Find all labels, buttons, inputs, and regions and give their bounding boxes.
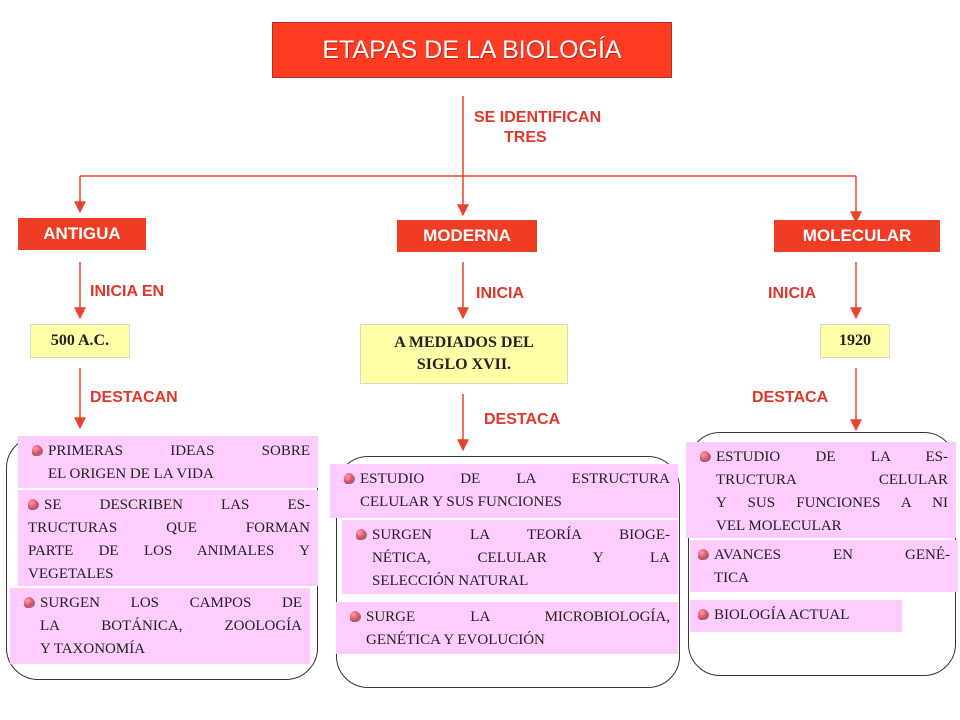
antigua-item-1-line-1: PRIMERAS IDEAS SOBRE	[32, 440, 310, 463]
moderna-item-1-line-1: ESTUDIO DE LA ESTRUCTURA	[344, 468, 670, 491]
antigua-item-1-line-2: EL ORIGEN DE LA VIDA	[48, 466, 214, 482]
molecular-item-2-line-1: AVANCES EN GENÉ-	[698, 544, 950, 567]
antigua-item-2-line-1: SE DESCRIBEN LAS ES-	[28, 494, 310, 517]
molecular-item-1-line-2: TRUCTURA CELULAR	[716, 472, 948, 488]
antigua-item-2-line-3: PARTE DE LOS ANIMALES Y	[28, 543, 310, 559]
antigua-verb-label: INICIA EN	[90, 283, 165, 300]
moderna-item-2-line-1: SURGEN LA TEORÍA BIOGE-	[356, 524, 670, 547]
molecular-item-3	[690, 600, 902, 632]
stage-antigua: ANTIGUA	[18, 218, 146, 250]
moderna-verb-label: INICIA	[476, 285, 524, 302]
flower-bullet-icon	[698, 549, 708, 559]
branch-label-line-1: SE IDENTIFICAN	[474, 109, 602, 126]
antigua-item-3	[10, 588, 310, 664]
molecular-item-3-line-1: BIOLOGÍA ACTUAL	[698, 604, 894, 627]
moderna-item-1-line-2: CELULAR Y SUS FUNCIONES	[360, 494, 562, 510]
flower-bullet-icon	[24, 597, 34, 607]
molecular-date: 1920	[820, 324, 890, 358]
molecular-item-1-line-4: VEL MOLECULAR	[716, 518, 842, 534]
antigua-item-2-line-4: VEGETALES	[28, 566, 114, 582]
antigua-item-3-line-2: LA BOTÁNICA, ZOOLOGÍA	[40, 618, 302, 634]
antigua-date: 500 A.C.	[30, 324, 130, 358]
moderna-date: A MEDIADOS DEL SIGLO XVII.	[360, 324, 568, 384]
molecular-item-2	[690, 540, 958, 592]
flower-bullet-icon	[698, 609, 708, 619]
antigua-item-3-line-1: SURGEN LOS CAMPOS DE	[24, 592, 302, 615]
moderna-item-3-line-2: GENÉTICA Y EVOLUCIÓN	[366, 632, 545, 648]
antigua-item-2	[18, 490, 318, 586]
molecular-verb-label: INICIA	[768, 285, 816, 302]
moderna-item-3-line-1: SURGE LA MICROBIOLOGÍA,	[350, 606, 670, 629]
flower-bullet-icon	[700, 451, 710, 461]
antigua-item-2-line-2: TRUCTURAS QUE FORMAN	[28, 520, 310, 536]
moderna-item-2	[342, 520, 678, 594]
flower-bullet-icon	[28, 499, 38, 509]
molecular-highlight-label: DESTACA	[752, 389, 829, 406]
moderna-item-1	[330, 464, 678, 518]
diagram-title: ETAPAS DE LA BIOLOGÍA	[272, 22, 672, 78]
flower-bullet-icon	[32, 445, 42, 455]
stage-moderna: MODERNA	[397, 220, 537, 252]
moderna-highlight-label: DESTACA	[484, 411, 561, 428]
antigua-highlight-label: DESTACAN	[90, 389, 178, 406]
branch-label	[474, 108, 601, 148]
flower-bullet-icon	[350, 611, 360, 621]
antigua-item-3-line-3: Y TAXONOMÍA	[40, 641, 146, 657]
moderna-item-2-line-3: SELECCIÓN NATURAL	[372, 573, 529, 589]
molecular-item-2-line-2: TICA	[714, 570, 749, 586]
stage-molecular: MOLECULAR	[774, 220, 940, 252]
molecular-item-1	[686, 442, 956, 538]
molecular-item-1-line-1: ESTUDIO DE LA ES-	[700, 446, 948, 469]
moderna-item-3	[336, 602, 678, 654]
flower-bullet-icon	[344, 473, 354, 483]
branch-label-line-2: TRES	[504, 129, 547, 146]
antigua-item-1	[18, 436, 318, 488]
flower-bullet-icon	[356, 529, 366, 539]
molecular-item-1-line-3: Y SUS FUNCIONES A NI	[716, 495, 948, 511]
moderna-item-2-line-2: NÉTICA, CELULAR Y LA	[372, 550, 670, 566]
